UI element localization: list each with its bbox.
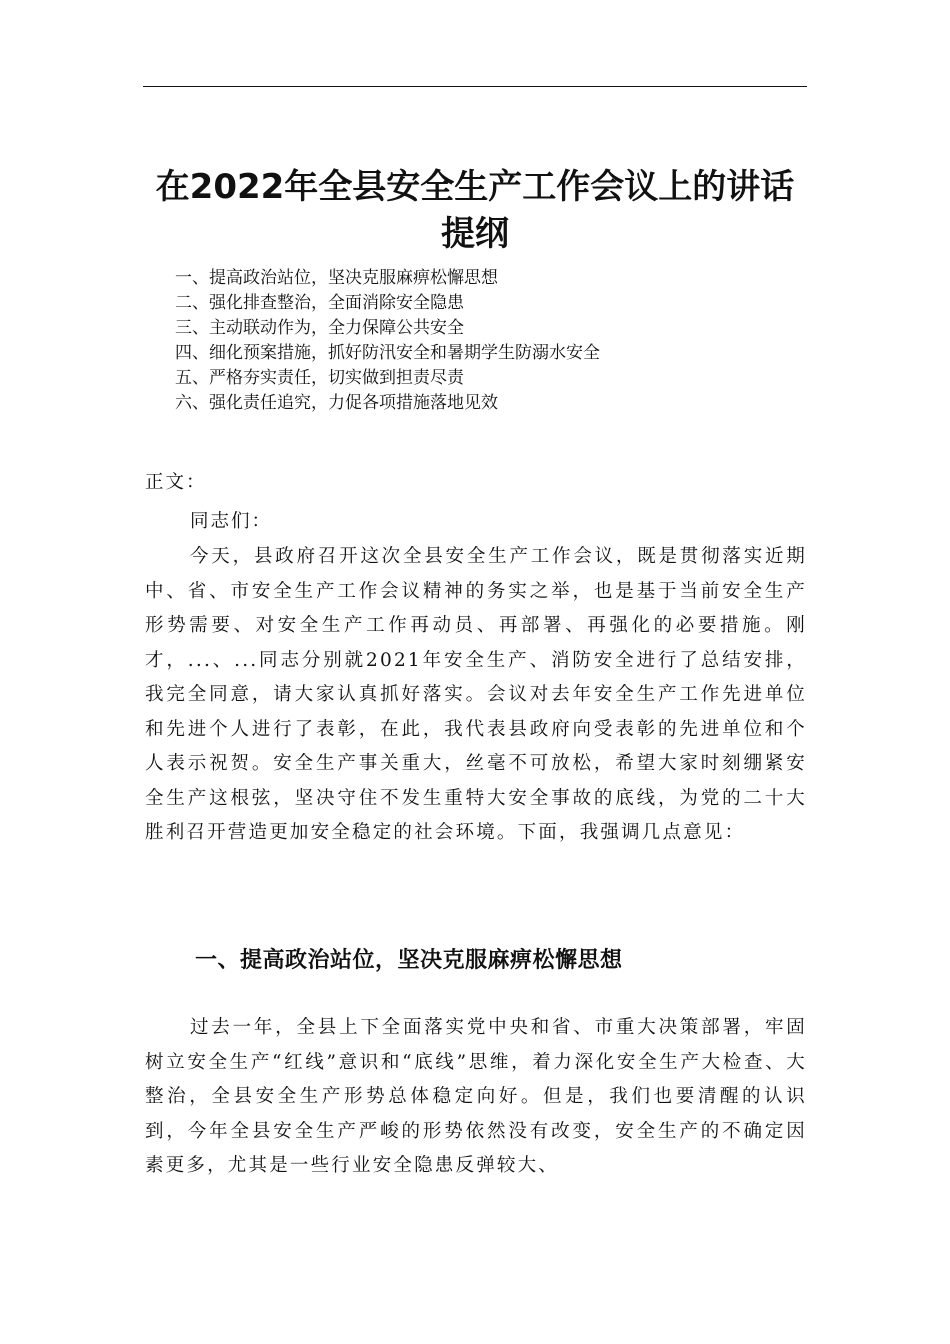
- outline-item: 五、严格夯实责任，切实做到担责尽责: [175, 368, 464, 388]
- paragraph-section-1: 过去一年，全县上下全面落实党中央和省、市重大决策部署，牢固树立安全生产“红线”意识和“底线”思维，着力深化安全生产大检查、大整治，全县安全生产形势总体稳定向好。但是，我们也要清醒的认识到，今年全县安全生产严峻的形势依然没有改变，安全生产的不确定因素更多，尤其是一些行业安全隐患反弹较大、: [145, 1017, 807, 1176]
- paragraph-intro: 今天，县政府召开这次全县安全生产工作会议，既是贯彻落实近期中、省、市安全生产工作会议精神的务实之举，也是基于当前安全生产形势需要、对安全生产工作再动员、再部署、再强化的必要措施。刚才，...、...同志分别就2021年安全生产、消防安全进行了总结安排，我完全同意，请大家认真抓好落实。会议对去年安全生产工作先进单位和先进个人进行了表彰，在此，我代表县政府向受表彰的先进单位和个人表示祝贺。安全生产事关重大，丝毫不可放松，希望大家时刻绷紧安全生产这根弦，坚决守住不发生重特大安全事故的底线，为党的二十大胜利召开营造更加安全稳定的社会环境。下面，我强调几点意见：: [145, 546, 807, 843]
- outline-item: 四、细化预案措施，抓好防汛安全和暑期学生防溺水安全: [175, 343, 600, 363]
- outline-item: 六、强化责任追究，力促各项措施落地见效: [175, 393, 498, 413]
- salutation: 同志们：: [190, 511, 273, 532]
- section-heading-1: 一、提高政治站位，坚决克服麻痹松懈思想: [195, 948, 623, 973]
- outline-list: [175, 266, 795, 416]
- title-line-2: 提纲: [441, 214, 509, 254]
- outline-item: 三、主动联动作为，全力保障公共安全: [175, 318, 464, 338]
- title-line-1: 在2022年全县安全生产工作会议上的讲话: [155, 167, 795, 207]
- body-label: 正文：: [145, 472, 207, 493]
- outline-item: 二、强化排查整治，全面消除安全隐患: [175, 293, 464, 313]
- outline-item: 一、提高政治站位，坚决克服麻痹松懈思想: [175, 268, 498, 288]
- document-title: [140, 164, 810, 258]
- header-rule: [143, 86, 807, 87]
